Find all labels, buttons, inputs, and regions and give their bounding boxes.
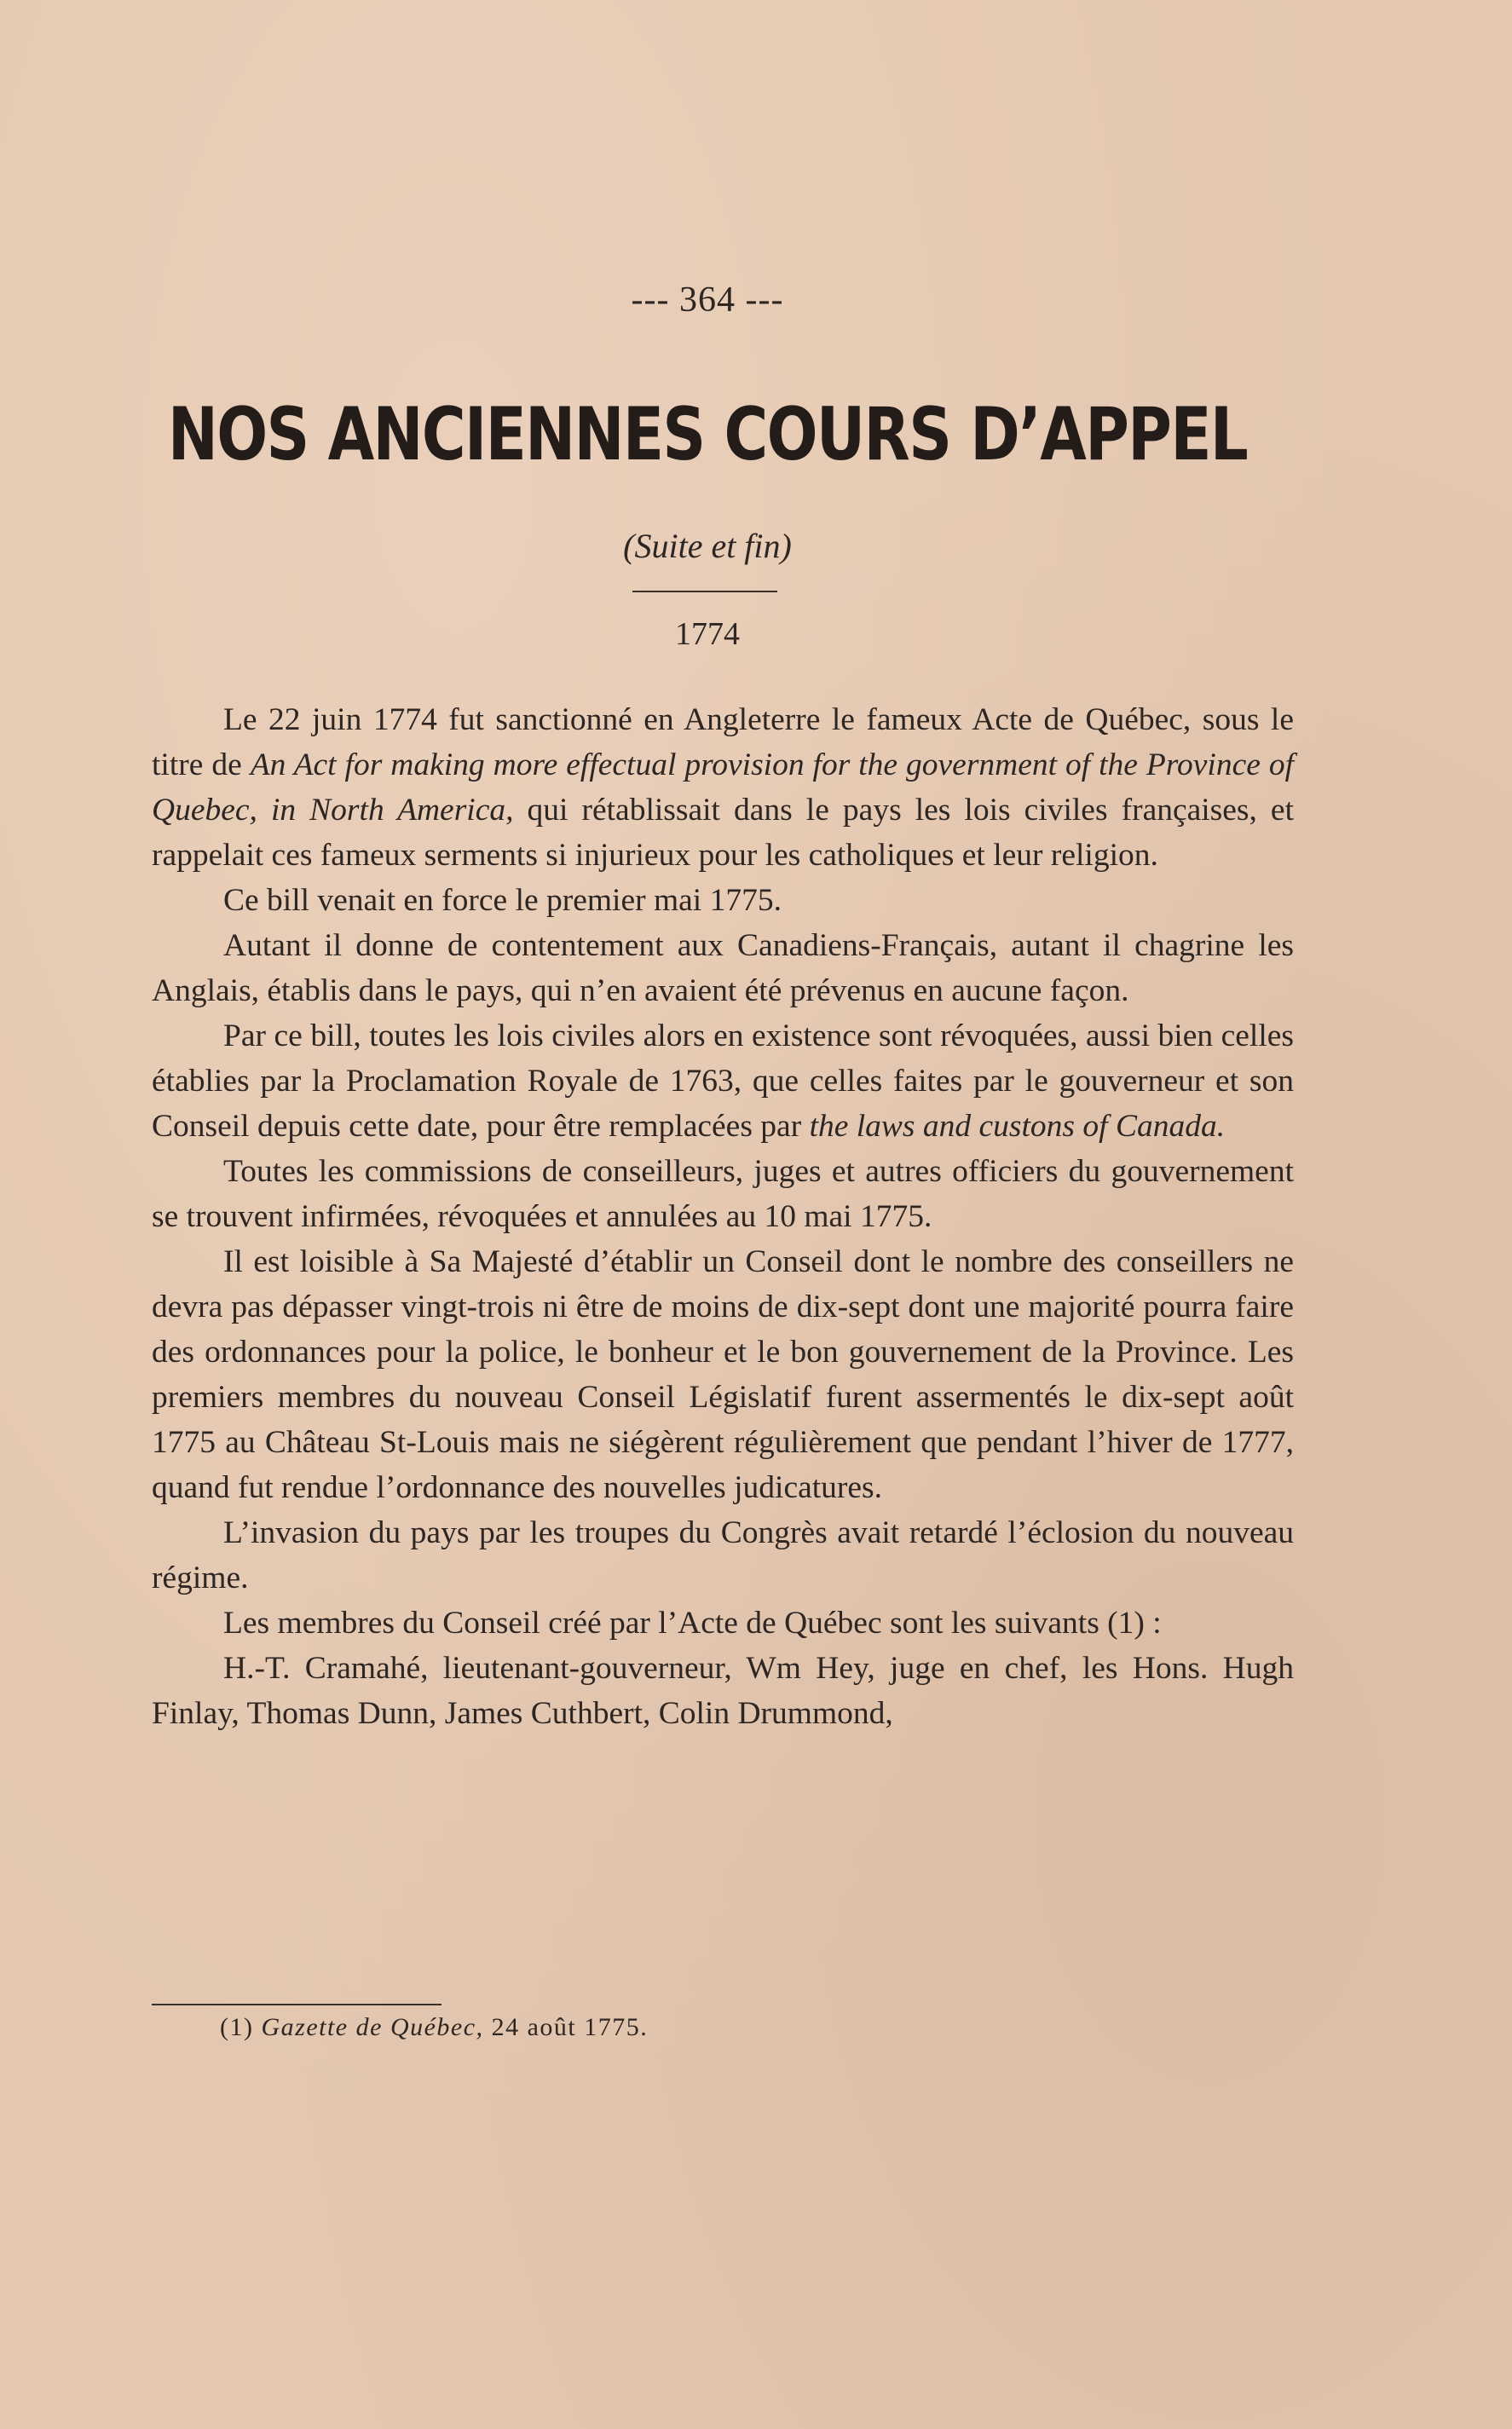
paragraph-text: Le 22 juin 1774 fut sanctionné en Angleterre le fameux Acte de Québec, sous le titre de [152,702,1294,782]
article-subtitle: (Suite et fin) [623,527,792,565]
paragraph-acte-de-quebec [152,697,1294,878]
body-text [152,697,1294,1736]
footnote-date: 24 août 1775. [483,2013,649,2041]
paragraph-invasion: L’invasion du pays par les troupes du Congrès avait retardé l’éclosion du nouveau régime. [152,1515,1294,1595]
paragraph-text: qui rétablissait dans le pays les lois civiles françaises, et rappelait ces fameux serments si injurieux pour les catholiques et leur religion. [152,793,1294,873]
paragraph-lois-revoquees [152,1013,1294,1149]
page-number: --- 364 --- [631,280,784,320]
footnote [220,2013,648,2042]
paragraph-bill-in-force: Ce bill venait en force le premier mai 1775. [223,883,782,918]
footnote-marker: (1) [220,2013,254,2041]
paragraph-membres: Les membres du Conseil créé par l’Acte de Québec sont les suivants (1) : [223,1606,1162,1641]
paragraph-contentement: Autant il donne de contentement aux Canadiens-Français, autant il chagrine les Anglais, établis dans le pays, qui n’en avaient été prévenus en aucune façon. [152,928,1294,1008]
paragraph-text: Par ce bill, toutes les lois civiles alors en existence sont révoquées, aussi bien celles établies par la Proclamation Royale de 1763, que celles faites par le gouverneur et son Conseil depuis cette date, pour être remplacées par [152,1018,1294,1144]
paragraph-commissions: Toutes les commissions de conseilleurs, juges et autres officiers du gouvernement se trouvent infirmées, révoquées et annulées au 10 mai 1775. [152,1154,1294,1234]
laws-italic: the laws and custons of Canada. [809,1109,1226,1144]
year-heading: 1774 [675,616,740,652]
act-title-italic: An Act for making more effectual provision for the government of the Province of Quebec, in North America, [152,747,1294,828]
title-rule [632,591,777,592]
article-title: NOS ANCIENNES COURS D’APPEL [167,392,1248,477]
paragraph-conseil: Il est loisible à Sa Majesté d’établir un Conseil dont le nombre des conseillers ne devra pas dépasser vingt-trois ni être de moins de dix-sept dont une majorité pourra faire des ordonnances pour la police, le bonheur et le bon gouvernement de la Province. Les premiers membres du nouveau Conseil Législatif furent assermentés le dix-sept août 1775 au Château St-Louis mais ne siégèrent régulièrement que pendant l’hiver de 1777, quand fut rendue l’ordonnance des nouvelles judicatures. [152,1244,1294,1505]
paragraph-members-list: H.-T. Cramahé, lieutenant-gouverneur, Wm Hey, juge en chef, les Hons. Hugh Finlay, Thomas Dunn, James Cuthbert, Colin Drummond, [152,1651,1294,1731]
footnote-rule [152,2004,441,2005]
footnote-source-italic: Gazette de Québec, [261,2013,484,2041]
